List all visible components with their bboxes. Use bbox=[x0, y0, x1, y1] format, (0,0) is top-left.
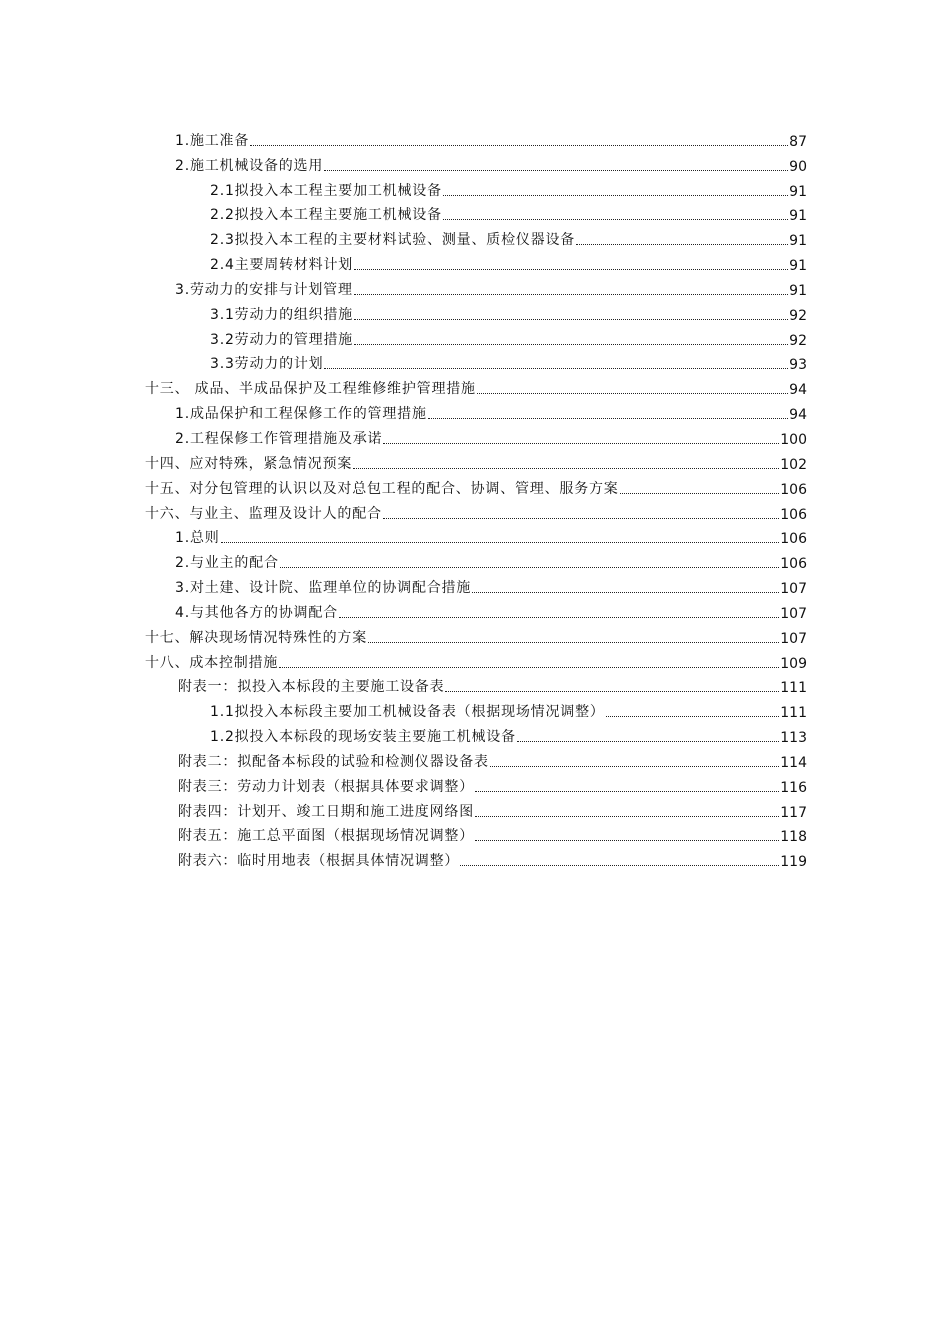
toc-dot-leader bbox=[490, 766, 779, 767]
toc-entry[interactable] bbox=[145, 548, 807, 573]
toc-entry-title: 2.3拟投入本工程的主要材料试验、测量、质检仪器设备 bbox=[210, 232, 576, 249]
toc-dot-leader bbox=[443, 195, 788, 196]
toc-entry-title: 附表六：临时用地表（根据具体情况调整） bbox=[178, 853, 460, 870]
toc-entry[interactable] bbox=[145, 822, 807, 847]
toc-entry-title: 十八、成本控制措施 bbox=[145, 654, 279, 671]
toc-dot-leader bbox=[443, 219, 788, 220]
toc-dot-leader bbox=[472, 592, 779, 593]
toc-dot-leader bbox=[354, 294, 788, 295]
toc-entry[interactable] bbox=[145, 524, 807, 549]
toc-entry-page-number: 119 bbox=[780, 854, 807, 871]
toc-entry-title: 2.与业主的配合 bbox=[175, 555, 279, 572]
toc-entry[interactable] bbox=[145, 374, 807, 399]
toc-dot-leader bbox=[428, 418, 788, 419]
toc-entry-title: 3.3劳动力的计划 bbox=[210, 356, 324, 373]
toc-entry[interactable] bbox=[145, 474, 807, 499]
toc-dot-leader bbox=[250, 145, 788, 146]
toc-dot-leader bbox=[279, 667, 779, 668]
toc-entry[interactable] bbox=[145, 275, 807, 300]
toc-entry-page-number: 91 bbox=[789, 282, 807, 299]
toc-entry-page-number: 87 bbox=[789, 133, 807, 150]
toc-entry-title: 1.1拟投入本标段主要加工机械设备表（根据现场情况调整） bbox=[210, 704, 605, 721]
toc-entry-page-number: 107 bbox=[780, 605, 807, 622]
toc-dot-leader bbox=[620, 493, 780, 494]
toc-entry[interactable] bbox=[145, 697, 807, 722]
toc-dot-leader bbox=[368, 642, 779, 643]
toc-entry-title: 十四、应对特殊，紧急情况预案 bbox=[145, 455, 353, 472]
toc-entry-page-number: 106 bbox=[780, 506, 807, 523]
toc-entry[interactable] bbox=[145, 722, 807, 747]
toc-entry-title: 十五、对分包管理的认识以及对总包工程的配合、协调、管理、服务方案 bbox=[145, 480, 619, 497]
toc-entry-title: 附表二：拟配备本标段的试验和检测仪器设备表 bbox=[178, 753, 489, 770]
toc-dot-leader bbox=[517, 741, 779, 742]
toc-entry[interactable] bbox=[145, 673, 807, 698]
toc-entry-title: 1.2拟投入本标段的现场安装主要施工机械设备 bbox=[210, 729, 516, 746]
toc-entry-title: 附表三：劳动力计划表（根据具体要求调整） bbox=[178, 778, 474, 795]
toc-entry[interactable] bbox=[145, 201, 807, 226]
toc-dot-leader bbox=[324, 368, 788, 369]
toc-entry-title: 附表一：拟投入本标段的主要施工设备表 bbox=[178, 679, 445, 696]
toc-entry-title: 3.劳动力的安排与计划管理 bbox=[175, 281, 353, 298]
toc-entry[interactable] bbox=[145, 598, 807, 623]
toc-entry-page-number: 93 bbox=[789, 357, 807, 374]
toc-entry-title: 4.与其他各方的协调配合 bbox=[175, 604, 338, 621]
toc-dot-leader bbox=[475, 840, 779, 841]
toc-entry-page-number: 92 bbox=[789, 332, 807, 349]
toc-entry[interactable] bbox=[145, 325, 807, 350]
toc-entry[interactable] bbox=[145, 300, 807, 325]
toc-entry[interactable] bbox=[145, 648, 807, 673]
toc-entry-title: 3.对土建、设计院、监理单位的协调配合措施 bbox=[175, 580, 472, 597]
toc-dot-leader bbox=[576, 244, 788, 245]
toc-dot-leader bbox=[477, 393, 788, 394]
toc-entry[interactable] bbox=[145, 772, 807, 797]
toc-entry-page-number: 111 bbox=[780, 680, 807, 697]
toc-entry[interactable] bbox=[145, 424, 807, 449]
toc-entry-page-number: 106 bbox=[780, 481, 807, 498]
toc-entry[interactable] bbox=[145, 176, 807, 201]
table-of-contents bbox=[145, 126, 807, 871]
toc-dot-leader bbox=[324, 170, 788, 171]
toc-entry-title: 2.1拟投入本工程主要加工机械设备 bbox=[210, 182, 442, 199]
toc-entry-page-number: 107 bbox=[780, 630, 807, 647]
toc-entry-page-number: 106 bbox=[780, 556, 807, 573]
toc-entry-title: 1.施工准备 bbox=[175, 132, 250, 149]
toc-dot-leader bbox=[475, 791, 779, 792]
toc-entry-page-number: 90 bbox=[789, 158, 807, 175]
toc-entry-title: 十六、与业主、监理及设计人的配合 bbox=[145, 505, 382, 522]
toc-dot-leader bbox=[354, 319, 788, 320]
toc-entry[interactable] bbox=[145, 151, 807, 176]
toc-entry[interactable] bbox=[145, 797, 807, 822]
toc-dot-leader bbox=[460, 865, 779, 866]
toc-dot-leader bbox=[353, 468, 779, 469]
toc-entry-title: 3.2劳动力的管理措施 bbox=[210, 331, 354, 348]
toc-entry-title: 1.总则 bbox=[175, 530, 220, 547]
toc-entry[interactable] bbox=[145, 573, 807, 598]
toc-entry-page-number: 91 bbox=[789, 183, 807, 200]
toc-entry[interactable] bbox=[145, 225, 807, 250]
toc-entry-title: 2.施工机械设备的选用 bbox=[175, 157, 324, 174]
toc-entry-page-number: 117 bbox=[780, 804, 807, 821]
toc-dot-leader bbox=[606, 716, 780, 717]
toc-dot-leader bbox=[445, 691, 779, 692]
toc-entry-page-number: 91 bbox=[789, 233, 807, 250]
toc-dot-leader bbox=[280, 567, 780, 568]
toc-entry[interactable] bbox=[145, 399, 807, 424]
toc-dot-leader bbox=[383, 518, 779, 519]
toc-entry[interactable] bbox=[145, 846, 807, 871]
toc-dot-leader bbox=[339, 617, 779, 618]
toc-entry-page-number: 94 bbox=[789, 407, 807, 424]
toc-entry-title: 3.1劳动力的组织措施 bbox=[210, 306, 354, 323]
toc-entry[interactable] bbox=[145, 350, 807, 375]
toc-dot-leader bbox=[475, 816, 779, 817]
toc-entry-page-number: 100 bbox=[780, 431, 807, 448]
toc-entry-page-number: 114 bbox=[780, 754, 807, 771]
toc-dot-leader bbox=[221, 542, 780, 543]
toc-entry-title: 2.2拟投入本工程主要施工机械设备 bbox=[210, 207, 442, 224]
toc-entry-page-number: 91 bbox=[789, 258, 807, 275]
toc-entry-title: 附表四：计划开、竣工日期和施工进度网络图 bbox=[178, 803, 474, 820]
toc-entry-page-number: 106 bbox=[780, 531, 807, 548]
toc-entry[interactable] bbox=[145, 449, 807, 474]
toc-dot-leader bbox=[383, 443, 779, 444]
toc-dot-leader bbox=[354, 269, 788, 270]
toc-entry-title: 1.成品保护和工程保修工作的管理措施 bbox=[175, 406, 427, 423]
toc-entry-page-number: 91 bbox=[789, 208, 807, 225]
toc-entry-page-number: 118 bbox=[780, 829, 807, 846]
toc-entry-page-number: 109 bbox=[780, 655, 807, 672]
toc-entry-page-number: 111 bbox=[780, 705, 807, 722]
toc-entry-title: 2.工程保修工作管理措施及承诺 bbox=[175, 430, 383, 447]
toc-entry-page-number: 102 bbox=[780, 456, 807, 473]
toc-entry[interactable] bbox=[145, 499, 807, 524]
toc-entry[interactable] bbox=[145, 250, 807, 275]
toc-entry[interactable] bbox=[145, 747, 807, 772]
toc-entry-page-number: 113 bbox=[780, 730, 807, 747]
toc-entry[interactable] bbox=[145, 623, 807, 648]
toc-entry-page-number: 94 bbox=[789, 382, 807, 399]
toc-entry[interactable] bbox=[145, 126, 807, 151]
toc-entry-title: 十三、 成品、半成品保护及工程维修维护管理措施 bbox=[145, 381, 476, 398]
toc-entry-page-number: 116 bbox=[780, 779, 807, 796]
toc-entry-title: 附表五：施工总平面图（根据现场情况调整） bbox=[178, 828, 474, 845]
toc-entry-title: 2.4主要周转材料计划 bbox=[210, 257, 354, 274]
toc-entry-title: 十七、解决现场情况特殊性的方案 bbox=[145, 629, 367, 646]
toc-entry-page-number: 107 bbox=[780, 581, 807, 598]
toc-entry-page-number: 92 bbox=[789, 307, 807, 324]
toc-dot-leader bbox=[354, 344, 788, 345]
